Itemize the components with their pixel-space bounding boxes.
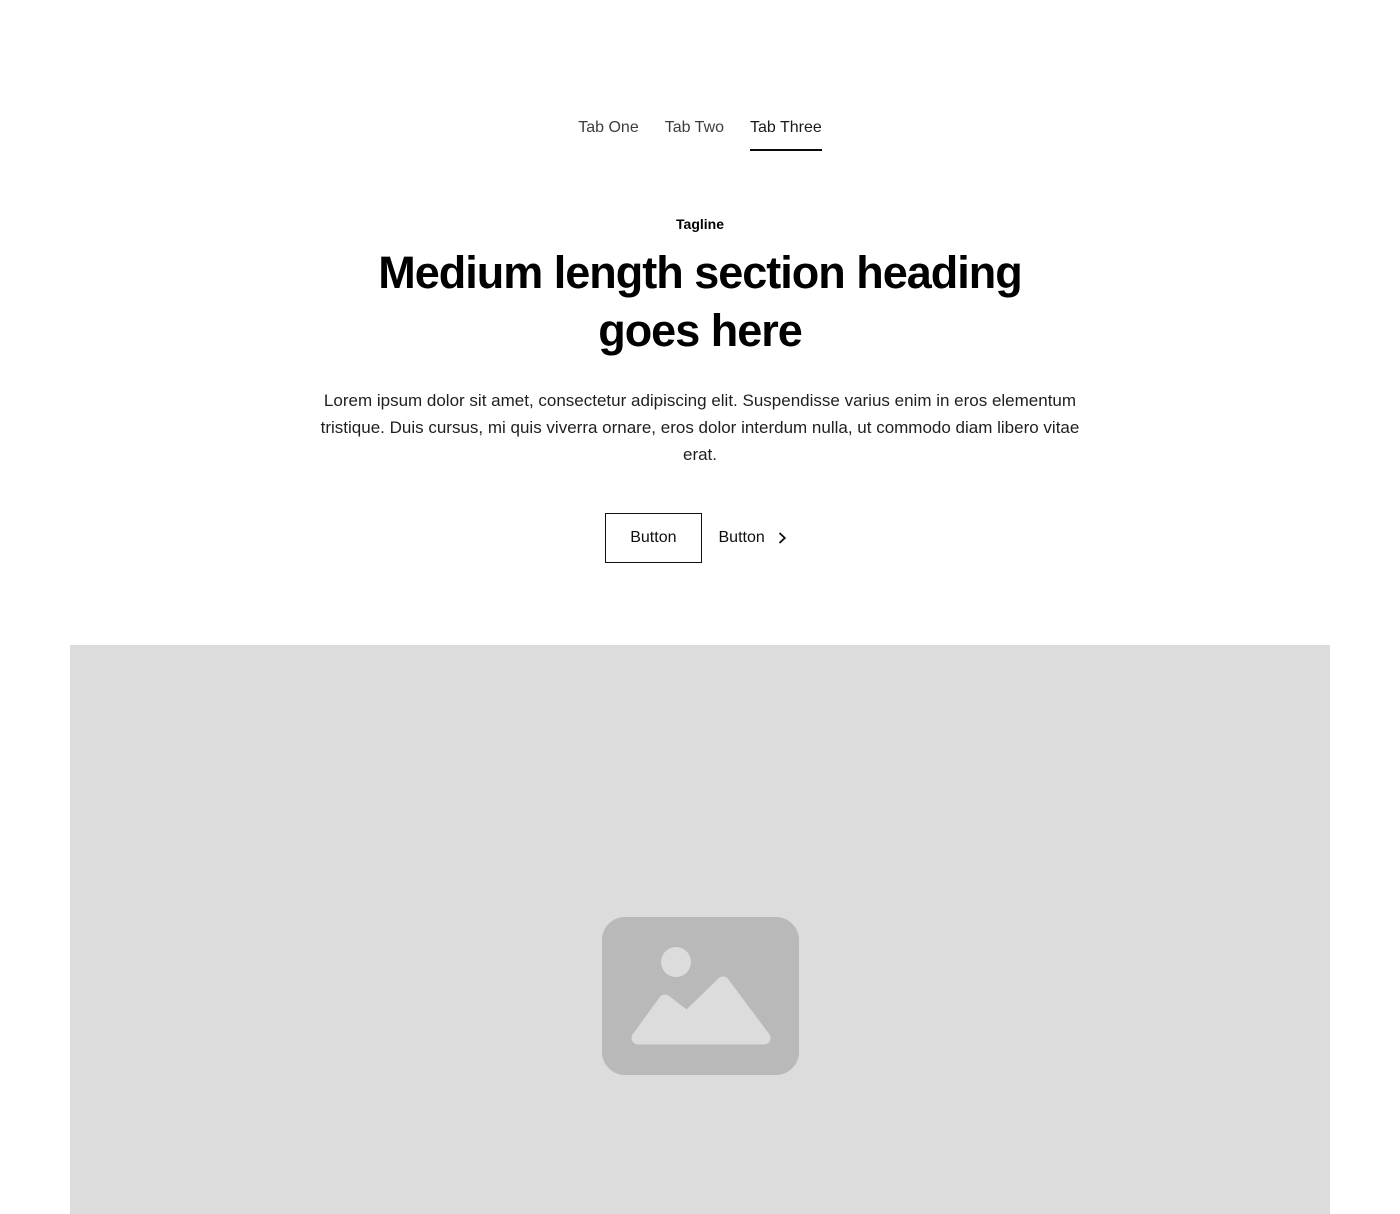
image-placeholder-icon	[602, 917, 799, 1080]
section-description: Lorem ipsum dolor sit amet, consectetur adipiscing elit. Suspendisse varius enim in eros elementum tristique. Duis cursus, mi quis viverra ornare, eros dolor interdum nulla, ut commodo diam libero vitae erat.	[320, 391, 1080, 464]
chevron-right-icon	[774, 530, 790, 546]
image-placeholder	[70, 645, 1330, 1214]
secondary-button-label: Button	[718, 529, 765, 546]
secondary-button[interactable]	[714, 513, 795, 563]
tagline: Tagline	[676, 216, 724, 232]
tab-one[interactable]: Tab One	[578, 119, 639, 136]
tab-bar	[0, 0, 1400, 151]
tab-two[interactable]: Tab Two	[664, 119, 725, 136]
hero-section	[0, 217, 1400, 563]
button-group	[0, 513, 1400, 563]
tab-three[interactable]: Tab Three	[750, 118, 822, 151]
section-heading: Medium length section heading goes here	[378, 247, 1022, 356]
primary-button[interactable]: Button	[605, 513, 701, 563]
